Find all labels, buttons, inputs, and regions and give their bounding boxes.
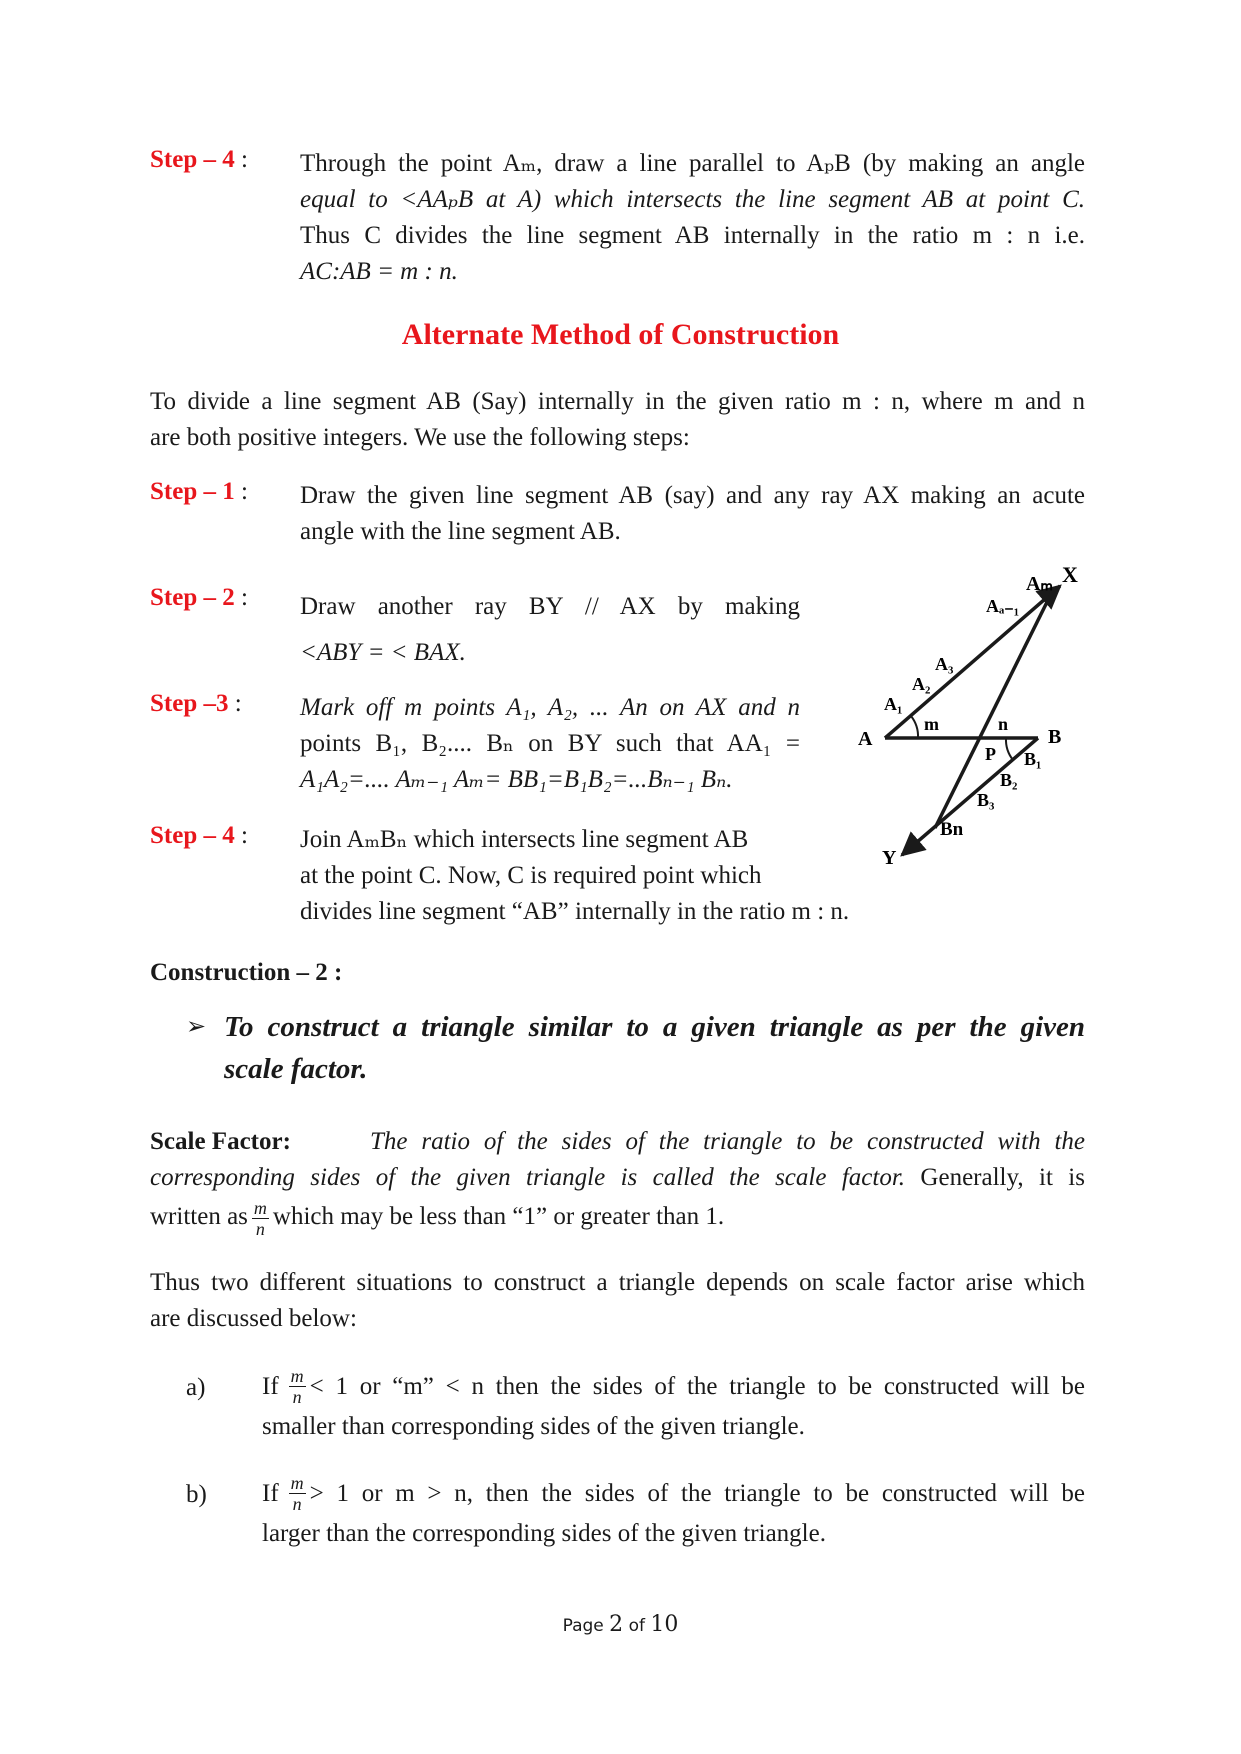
case-rest: < 1 or “m” < n then the sides of the triangle to be constructed will be xyxy=(309,1372,1085,1400)
scale-factor-line1: The ratio of the sides of the triangle to be constructed with the xyxy=(370,1128,1085,1155)
scale-factor-pre: written as xyxy=(150,1203,248,1231)
step-label-text: Step – 2 xyxy=(150,584,235,611)
text-line: Join AₘBₙ which intersects line segment AB xyxy=(300,826,749,853)
footer-page-word: Page xyxy=(562,1616,604,1636)
text-line: To divide a line segment AB (Say) internally in the given ratio m : n, where m and n xyxy=(150,388,1085,415)
label-a3: A₃ xyxy=(935,654,954,674)
label-a: A xyxy=(858,728,873,750)
step-label-text: Step – 4 xyxy=(150,822,235,849)
label-a2: A₂ xyxy=(912,674,931,694)
step-2-label xyxy=(150,584,248,612)
text-line: <ABY = < BAX. xyxy=(300,639,466,666)
label-b: B xyxy=(1048,726,1062,748)
step-2-text xyxy=(300,584,800,676)
construction-2-heading: Construction – 2 : xyxy=(150,959,343,986)
label-m: m xyxy=(924,714,939,734)
text-line: scale factor. xyxy=(224,1053,368,1085)
text-line: divides line segment “AB” internally in the ratio m : n. xyxy=(300,898,850,925)
label-am: Aₘ xyxy=(1026,573,1053,595)
label-y: Y xyxy=(882,847,897,869)
case-if: If xyxy=(262,1479,279,1507)
step-1-label xyxy=(150,478,248,506)
step-4-top-label xyxy=(150,146,248,174)
text-line xyxy=(262,1473,1085,1514)
text-line: To construct a triangle similar to a given triangle as per the given xyxy=(224,1011,1085,1043)
angle-arc-a xyxy=(911,716,918,738)
case-a-marker: a) xyxy=(186,1374,206,1401)
case-if: If xyxy=(262,1372,279,1400)
step-colon: : xyxy=(240,478,248,505)
case-b-marker: b) xyxy=(186,1481,207,1508)
step-label-text: Step – 4 xyxy=(150,146,235,173)
bullet-arrow: ➢ xyxy=(186,1014,207,1040)
page-footer xyxy=(0,1612,1241,1637)
step-3-label xyxy=(150,690,242,718)
text-line xyxy=(262,1366,1085,1407)
case-rest: > 1 or m > n, then the sides of the triangle to be constructed will be xyxy=(309,1479,1085,1507)
scale-factor-post: which may be less than “1” or greater than 1. xyxy=(272,1203,725,1231)
step-4-label xyxy=(150,822,248,850)
intro-paragraph xyxy=(150,384,1085,456)
text-line: Through the point Aₘ, draw a line parallel to AₚB (by making an angle xyxy=(300,150,1085,177)
text-line xyxy=(150,1198,1085,1239)
step-3-text xyxy=(300,690,800,798)
label-aa-1: Aₐ₋₁ xyxy=(986,596,1020,616)
step-colon: : xyxy=(240,584,248,611)
step-4-top-text xyxy=(300,146,1085,290)
step-1-text xyxy=(300,478,1085,550)
text-line: AC:AB = m : n. xyxy=(300,258,458,285)
text-line: angle with the line segment AB. xyxy=(300,518,621,545)
step-label-text: Step – 1 xyxy=(150,478,235,505)
text-line: Draw the given line segment AB (say) and any ray AX making an acute xyxy=(300,482,1085,509)
fraction-m-n xyxy=(252,1198,269,1239)
text-line: equal to <AAₚB at A) which intersects the line segment AB at point C. xyxy=(300,186,1085,213)
case-b-text xyxy=(262,1473,1085,1554)
fraction-numerator: m xyxy=(253,1198,267,1218)
fraction-denominator: n xyxy=(292,1494,302,1514)
text-line: Thus two different situations to construct a triangle depends on scale factor arise which xyxy=(150,1269,1085,1296)
label-n: n xyxy=(998,714,1009,734)
footer-of-word: of xyxy=(628,1616,645,1636)
text-line: Draw another ray BY // AX by making xyxy=(300,593,800,620)
text-line xyxy=(150,1124,1085,1160)
text-line: Mark off m points A₁, A₂, ... An on AX and n xyxy=(300,694,800,721)
label-b3: B₃ xyxy=(977,790,995,810)
label-bn: Bn xyxy=(940,819,964,840)
label-b2: B₂ xyxy=(1000,770,1018,790)
text-line xyxy=(150,1160,1085,1196)
case-a-text xyxy=(262,1366,1085,1447)
text-line: are discussed below: xyxy=(150,1305,357,1332)
label-a1: A₁ xyxy=(884,694,903,714)
label-x: X xyxy=(1062,562,1078,587)
text-line: A₁A₂=.... Aₘ₋₁ Aₘ= BB₁=B₁B₂=...Bₙ₋₁ Bₙ. xyxy=(300,766,733,793)
footer-total-pages: 10 xyxy=(650,1612,679,1637)
step-4-text xyxy=(300,822,920,930)
fraction-denominator: n xyxy=(292,1387,302,1407)
construction-diagram xyxy=(840,560,1100,880)
fraction-m-n xyxy=(289,1473,306,1514)
label-p: P xyxy=(985,744,996,764)
footer-page-number: 2 xyxy=(609,1612,624,1637)
step-colon: : xyxy=(240,146,248,173)
text-line: points B₁, B₂.... Bₙ on BY such that AA₁ = xyxy=(300,730,800,757)
label-b1: B₁ xyxy=(1024,749,1042,769)
fraction-m-n xyxy=(289,1366,306,1407)
step-colon: : xyxy=(240,822,248,849)
ray-ax xyxy=(885,586,1060,738)
fraction-numerator: m xyxy=(290,1473,304,1493)
scale-factor-paragraph xyxy=(150,1124,1085,1239)
text-line: Thus C divides the line segment AB internally in the ratio m : n i.e. xyxy=(300,222,1085,249)
fraction-numerator: m xyxy=(290,1366,304,1386)
step-label-text: Step –3 xyxy=(150,690,229,717)
text-line: smaller than corresponding sides of the given triangle. xyxy=(262,1413,805,1440)
section-heading: Alternate Method of Construction xyxy=(401,318,840,351)
construction-2-title xyxy=(224,1006,1085,1090)
step-colon: : xyxy=(234,690,242,717)
text-line: larger than the corresponding sides of the given triangle. xyxy=(262,1520,826,1547)
scale-factor-label: Scale Factor: xyxy=(150,1128,291,1155)
fraction-denominator: n xyxy=(255,1219,265,1239)
angle-arc-b xyxy=(1006,738,1013,760)
scale-factor-rest: Generally, it is xyxy=(905,1164,1085,1191)
scale-factor-italic: corresponding sides of the given triangle is called the scale factor. xyxy=(150,1164,906,1191)
text-line: at the point C. Now, C is required point which xyxy=(300,862,762,889)
text-line: are both positive integers. We use the following steps: xyxy=(150,424,690,451)
thus-paragraph xyxy=(150,1265,1085,1337)
